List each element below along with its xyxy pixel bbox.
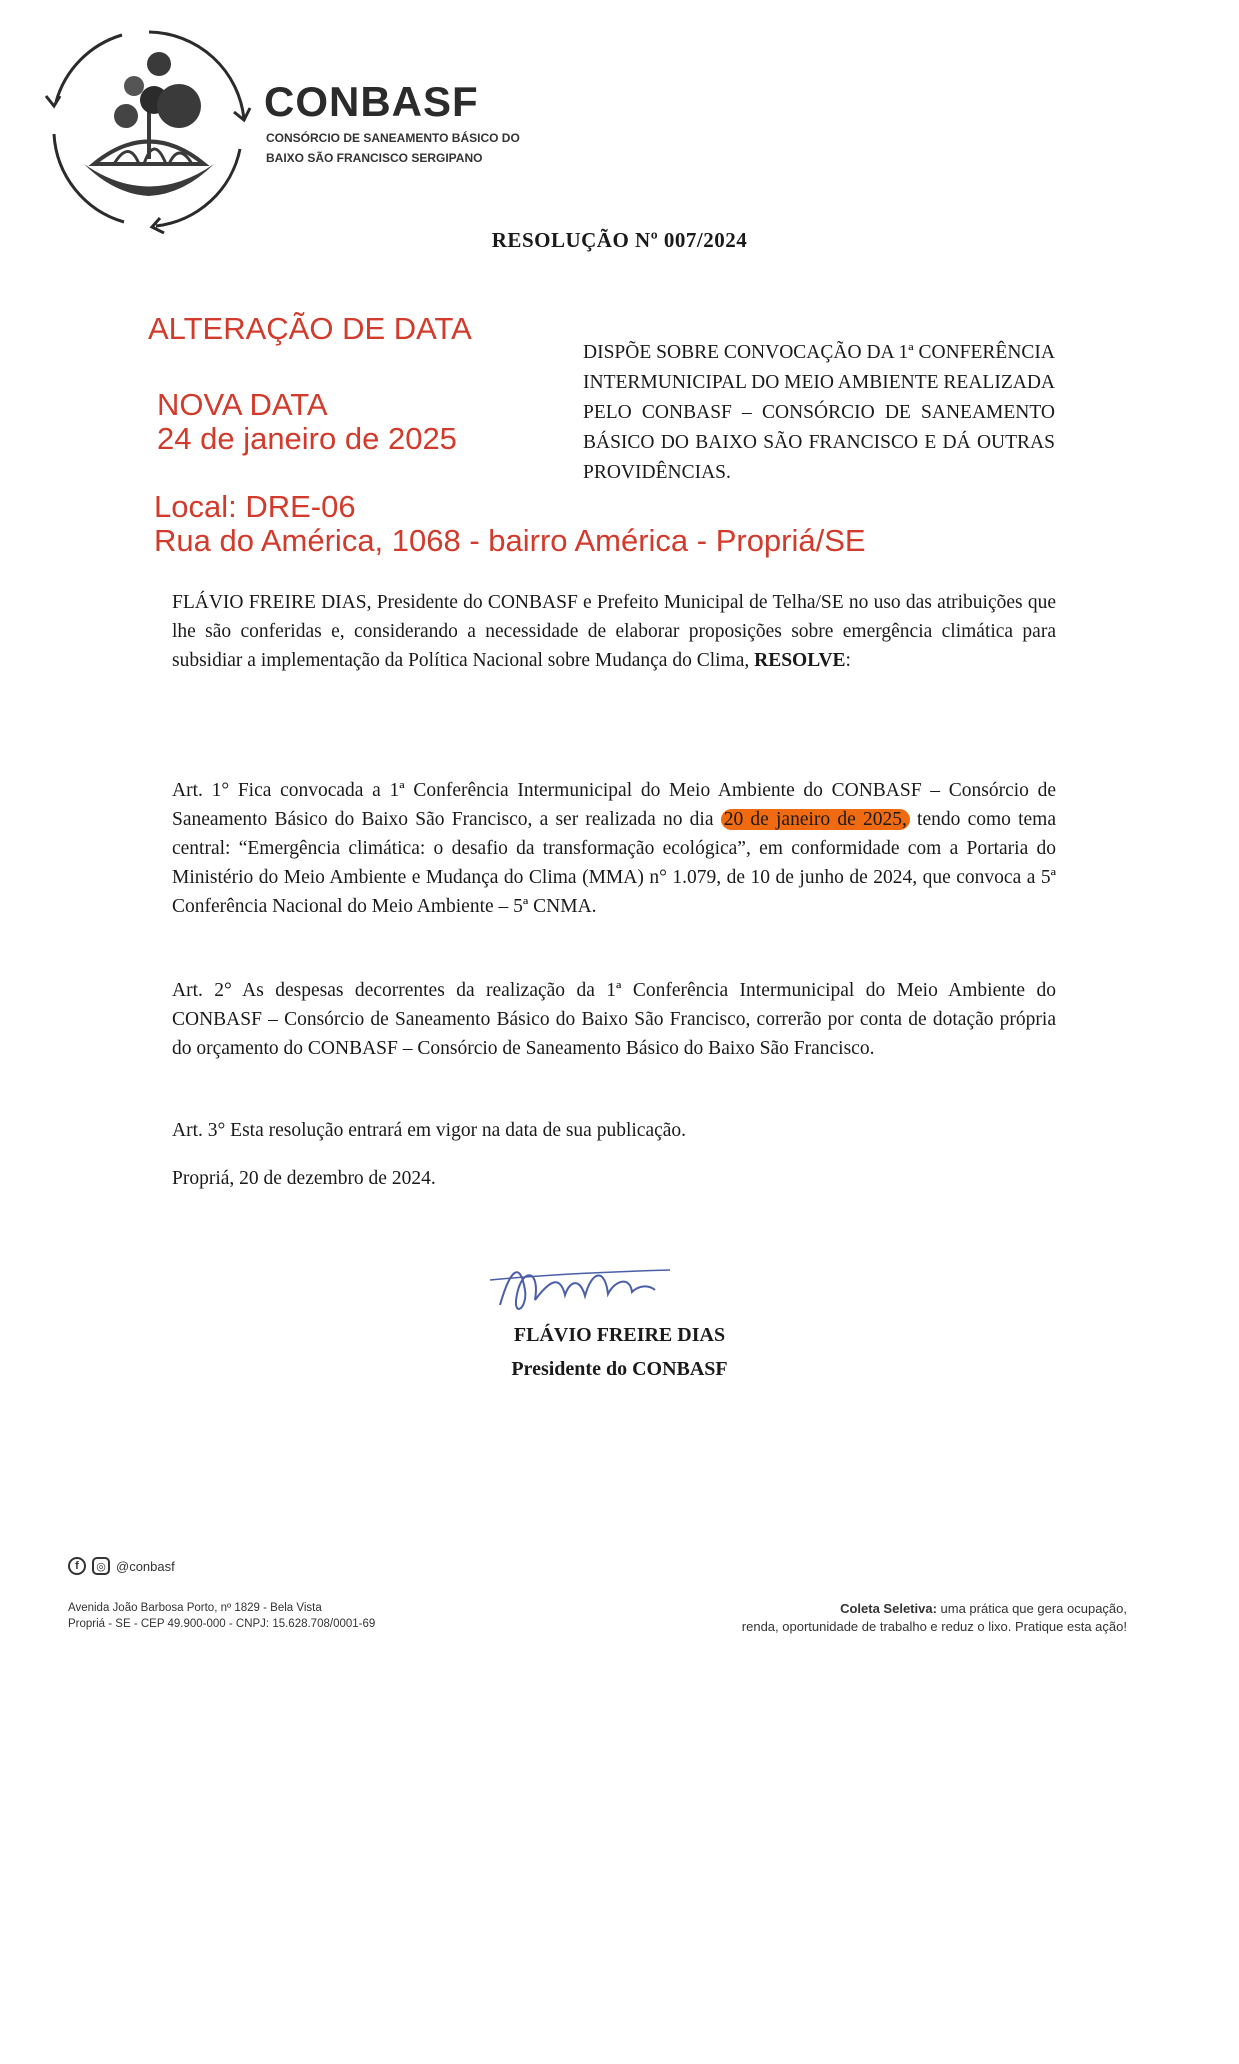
facebook-icon: f [68,1557,86,1575]
selective-collection-note [742,1600,1127,1636]
article-1-before: Art. 1° Fica convocada a 1ª Conferência Intermunicipal do Meio Ambiente do CONBASF – Consórcio de Saneamento Básico do Baixo São Francisco, a ser realizada no dia [172,780,1056,830]
collect-label: Coleta Seletiva: [840,1601,937,1616]
article-1 [172,776,1056,921]
signer-name: FLÁVIO FREIRE DIAS [513,1324,726,1346]
new-date-value: 24 de janeiro de 2025 [157,421,457,456]
resolution-title: RESOLUÇÃO Nº 007/2024 [491,228,748,252]
intro-text: , Presidente do CONBASF e Prefeito Municipal de Telha/SE no uso das atribuições que lhe são conferidas e, considerando a necessidade de elaborar proposições sobre emergência climática para subsidiar a implementação da Política Nacional sobre Mudança do Clima, [172,592,1056,671]
ementa: DISPÕE SOBRE CONVOCAÇÃO DA 1ª CONFERÊNCIA INTERMUNICIPAL DO MEIO AMBIENTE REALIZADA PELO CONBASF – CONSÓRCIO DE SANEAMENTO BÁSICO DO BAIXO SÃO FRANCISCO E DÁ OUTRAS PROVIDÊNCIAS. [583,342,1055,483]
article-3: Art. 3° Esta resolução entrará em vigor na data de sua publicação. [172,1120,687,1141]
date-change-note: ALTERAÇÃO DE DATA [148,311,472,346]
collect-line-2: renda, oportunidade de trabalho e reduz o lixo. Pratique esta ação! [741,1619,1127,1634]
social-handle [68,1557,175,1575]
intro-paragraph [172,588,1056,675]
article-1-after: tendo como tema central: “Emergência climática: o desafio da transformação ecológica”, em conformidade com a Portaria do Ministério do Meio Ambiente e Mudança do Clima (MMA) n° 1.079, de 10 de junho de 2024, que convoca a 5ª Conferência Nacional do Meio Ambiente – 5ª CNMA. [172,809,1056,917]
footer-address [68,1600,375,1632]
org-subtitle-line-1: CONSÓRCIO DE SANEAMENTO BÁSICO DO [266,131,520,145]
new-date-note [157,388,457,456]
intro-name: FLÁVIO FREIRE DIAS [172,592,367,613]
intro-resolve: RESOLVE [754,650,846,671]
conbasf-logo [44,24,254,234]
highlighted-date: 20 de janeiro de 2025, [721,809,910,830]
place-date: Propriá, 20 de dezembro de 2024. [172,1168,436,1189]
org-name: CONBASF [264,78,479,125]
signer-role: Presidente do CONBASF [511,1358,728,1380]
location-note [154,490,866,558]
footer-address-line-2: Propriá - SE - CEP 49.900-000 - CNPJ: 15.628.708/0001-69 [68,1618,376,1630]
org-subtitle-line-2: BAIXO SÃO FRANCISCO SERGIPANO [266,151,483,165]
intro-end: : [845,650,851,671]
social-handle-text: @conbasf [116,1558,175,1574]
signer-block [0,1318,1239,1386]
org-subtitle [266,128,526,168]
article-2: Art. 2° As despesas decorrentes da realização da 1ª Conferência Intermunicipal do Meio Ambiente do CONBASF – Consórcio de Saneamento Básico do Baixo São Francisco, correrão por conta de dotação própria do orçamento do CONBASF – Consórcio de Saneamento Básico do Baixo São Francisco. [172,980,1056,1059]
instagram-icon: ◎ [92,1557,110,1575]
collect-line-1: uma prática que gera ocupação, [936,1601,1127,1616]
location-address: Rua do América, 1068 - bairro América - Propriá/SE [154,523,866,558]
location-label: Local: DRE-06 [154,489,356,524]
footer-address-line-1: Avenida João Barbosa Porto, nº 1829 - Bela Vista [68,1602,322,1614]
new-date-label: NOVA DATA [157,387,328,422]
